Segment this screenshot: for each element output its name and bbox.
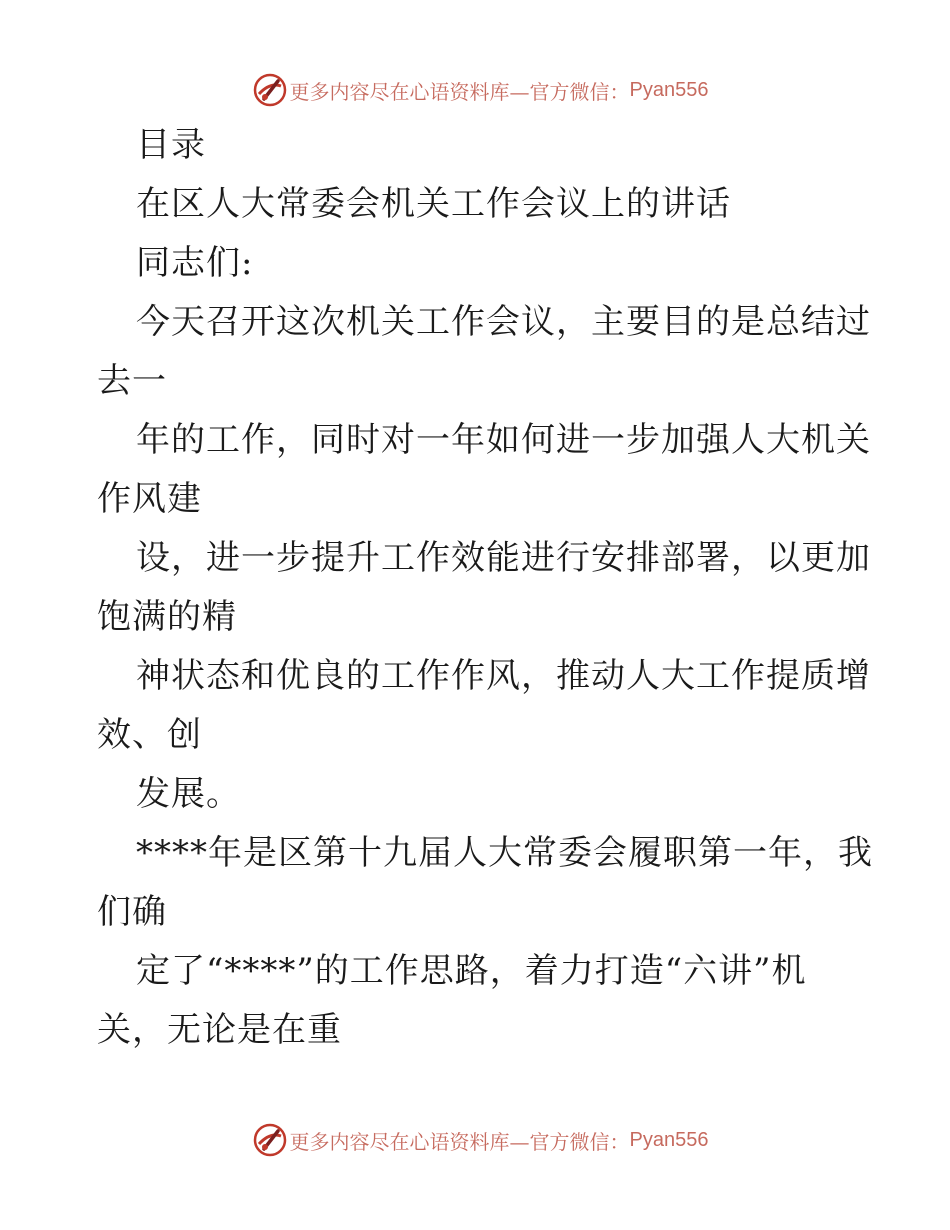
library-logo-icon [252, 1122, 288, 1158]
header-banner-text: 更多内容尽在心语资料库—官方微信： [289, 79, 630, 104]
header-banner [0, 70, 950, 110]
document-line: 们确 [97, 892, 167, 932]
document-line: 设，进一步提升工作效能进行安排部署，以更加 [136, 538, 871, 578]
document-line: ****年是区第十九届人大常委会履职第一年，我 [136, 833, 873, 873]
document-line: 效、创 [97, 715, 202, 755]
footer-banner-inner [252, 1122, 709, 1158]
document-line: 关，无论是在重 [97, 1010, 342, 1050]
document-line: 年的工作，同时对一年如何进一步加强人大机关 [136, 420, 871, 460]
header-banner-wechat-id: Pyan556 [629, 78, 709, 101]
document-line: 神状态和优良的工作作风，推动人大工作提质增 [136, 656, 871, 696]
document-line: 定了“****”的工作思路，着力打造“六讲”机 [136, 951, 807, 991]
document-line: 发展。 [136, 774, 241, 814]
library-logo-icon [252, 72, 288, 108]
footer-banner [0, 1120, 950, 1160]
header-banner-inner [252, 72, 709, 108]
footer-banner-wechat-id: Pyan556 [629, 1128, 709, 1151]
document-line: 去一 [97, 361, 167, 401]
footer-banner-text: 更多内容尽在心语资料库—官方微信： [289, 1129, 630, 1154]
document-line: 作风建 [97, 479, 202, 519]
document-body [97, 116, 873, 1060]
document-line: 在区人大常委会机关工作会议上的讲话 [136, 184, 731, 224]
document-line: 今天召开这次机关工作会议，主要目的是总结过 [136, 302, 871, 342]
document-line: 目录 [136, 125, 206, 165]
document-line: 饱满的精 [97, 597, 237, 637]
document-line: 同志们: [136, 243, 254, 283]
